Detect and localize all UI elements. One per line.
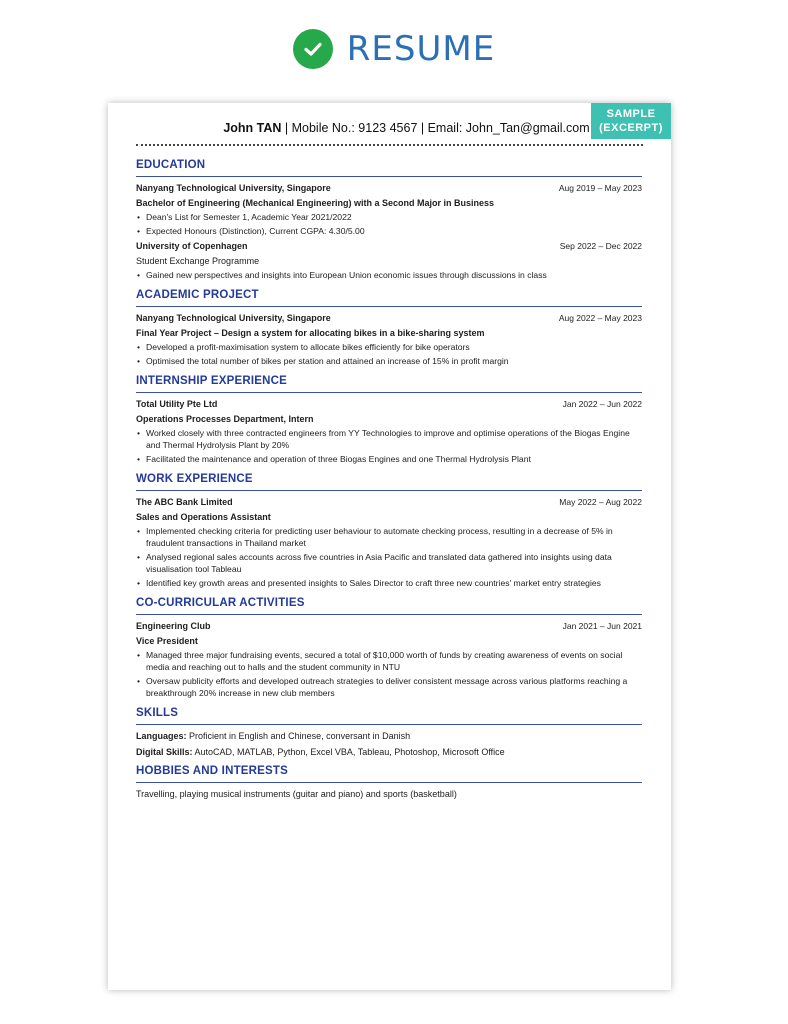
digital-skills-label: Digital Skills: bbox=[136, 747, 193, 757]
section-work-experience bbox=[136, 473, 642, 589]
checkmark-icon bbox=[293, 29, 333, 69]
bullet-list bbox=[136, 649, 642, 699]
section-title: ACADEMIC PROJECT bbox=[136, 289, 642, 307]
work-entry bbox=[136, 497, 642, 589]
digital-skills-value: AutoCAD, MATLAB, Python, Excel VBA, Tableau, Photoshop, Microsoft Office bbox=[192, 747, 505, 757]
section-co-curricular bbox=[136, 597, 642, 699]
programme: Student Exchange Programme bbox=[136, 256, 260, 266]
bullet-item: • Gained new perspectives and insights into European Union economic issues through discussions in class bbox=[136, 269, 642, 281]
bullet-list bbox=[136, 341, 642, 367]
job-role: Sales and Operations Assistant bbox=[136, 512, 271, 522]
bullet-list bbox=[136, 525, 642, 589]
resume-content bbox=[136, 159, 642, 807]
banner-title: RESUME bbox=[346, 29, 496, 69]
section-internship bbox=[136, 375, 642, 465]
organization: Total Utility Pte Ltd bbox=[136, 399, 218, 409]
section-title: INTERNSHIP EXPERIENCE bbox=[136, 375, 642, 393]
contact-details: | Mobile No.: 9123 4567 | Email: John_Tan@gmail.com bbox=[281, 121, 590, 135]
section-title: EDUCATION bbox=[136, 159, 642, 177]
candidate-name: John TAN bbox=[223, 121, 282, 135]
date-range: Jan 2022 – Jun 2022 bbox=[562, 399, 642, 409]
bullet-item: • Developed a profit-maximisation system to allocate bikes efficiently for bike operators bbox=[136, 341, 642, 353]
job-role: Operations Processes Department, Intern bbox=[136, 414, 314, 424]
section-title: WORK EXPERIENCE bbox=[136, 473, 642, 491]
section-skills bbox=[136, 707, 642, 757]
resume-banner bbox=[0, 26, 788, 72]
section-academic-project bbox=[136, 289, 642, 367]
education-entry bbox=[136, 183, 642, 237]
date-range: Jan 2021 – Jun 2021 bbox=[562, 621, 642, 631]
bullet-item: • Implemented checking criteria for predicting user behaviour to automate checking process, resulting in a decrease of 5% in fraudulent transactions in Thailand market bbox=[136, 525, 642, 549]
languages-line bbox=[136, 731, 642, 741]
bullet-item: • Analysed regional sales accounts across five countries in Asia Pacific and translated data gathered into insights using data visualisation tool Tableau bbox=[136, 551, 642, 575]
organization: The ABC Bank Limited bbox=[136, 497, 233, 507]
languages-value: Proficient in English and Chinese, conversant in Danish bbox=[186, 731, 411, 741]
section-title: SKILLS bbox=[136, 707, 642, 725]
section-title: CO-CURRICULAR ACTIVITIES bbox=[136, 597, 642, 615]
dotted-divider bbox=[136, 144, 643, 146]
tag-line-sample: SAMPLE bbox=[606, 108, 656, 120]
project-entry bbox=[136, 313, 642, 367]
bullet-item: • Optimised the total number of bikes per station and attained an increase of 15% in profit margin bbox=[136, 355, 642, 367]
date-range: May 2022 – Aug 2022 bbox=[559, 497, 642, 507]
bullet-item: • Dean's List for Semester 1, Academic Year 2021/2022 bbox=[136, 211, 642, 223]
club-role: Vice President bbox=[136, 636, 198, 646]
date-range: Aug 2019 – May 2023 bbox=[558, 183, 642, 193]
bullet-item: • Managed three major fundraising events, secured a total of $10,000 worth of funds by creating awareness of events on social media and reaching out to halls and the student community in NTU bbox=[136, 649, 642, 673]
bullet-item: • Expected Honours (Distinction), Current CGPA: 4.30/5.00 bbox=[136, 225, 642, 237]
bullet-item: • Facilitated the maintenance and operation of three Biogas Engines and one Thermal Hydrolysis Plant bbox=[136, 453, 642, 465]
date-range: Sep 2022 – Dec 2022 bbox=[559, 241, 642, 251]
contact-header bbox=[108, 121, 671, 135]
organization: Nanyang Technological University, Singapore bbox=[136, 183, 331, 193]
digital-skills-line bbox=[136, 747, 642, 757]
section-title: HOBBIES AND INTERESTS bbox=[136, 765, 642, 783]
bullet-list bbox=[136, 427, 642, 465]
bullet-list bbox=[136, 269, 642, 281]
languages-label: Languages: bbox=[136, 731, 187, 741]
degree: Bachelor of Engineering (Mechanical Engineering) with a Second Major in Business bbox=[136, 198, 495, 208]
project-title: Final Year Project – Design a system for allocating bikes in a bike-sharing system bbox=[136, 328, 485, 338]
bullet-item: • Worked closely with three contracted engineers from YY Technologies to improve and optimise operations of the Biogas Engine and Thermal Hydrolysis Plant by 20% bbox=[136, 427, 642, 451]
cca-entry bbox=[136, 621, 642, 699]
organization: Nanyang Technological University, Singapore bbox=[136, 313, 331, 323]
resume-sheet bbox=[108, 103, 671, 990]
bullet-list bbox=[136, 211, 642, 237]
date-range: Aug 2022 – May 2023 bbox=[558, 313, 642, 323]
education-entry bbox=[136, 241, 642, 281]
tag-line-excerpt: (EXCERPT) bbox=[599, 122, 663, 134]
bullet-item: • Identified key growth areas and presented insights to Sales Director to craft three new countries' market entry strategies bbox=[136, 577, 642, 589]
organization: Engineering Club bbox=[136, 621, 211, 631]
section-education bbox=[136, 159, 642, 281]
organization: University of Copenhagen bbox=[136, 241, 248, 251]
internship-entry bbox=[136, 399, 642, 465]
bullet-item: • Oversaw publicity efforts and developed outreach strategies to deliver consistent message across various platforms reaching a breakthrough 20% increase in new club members bbox=[136, 675, 642, 699]
hobbies-text: Travelling, playing musical instruments (guitar and piano) and sports (basketball) bbox=[136, 789, 457, 799]
section-hobbies bbox=[136, 765, 642, 799]
